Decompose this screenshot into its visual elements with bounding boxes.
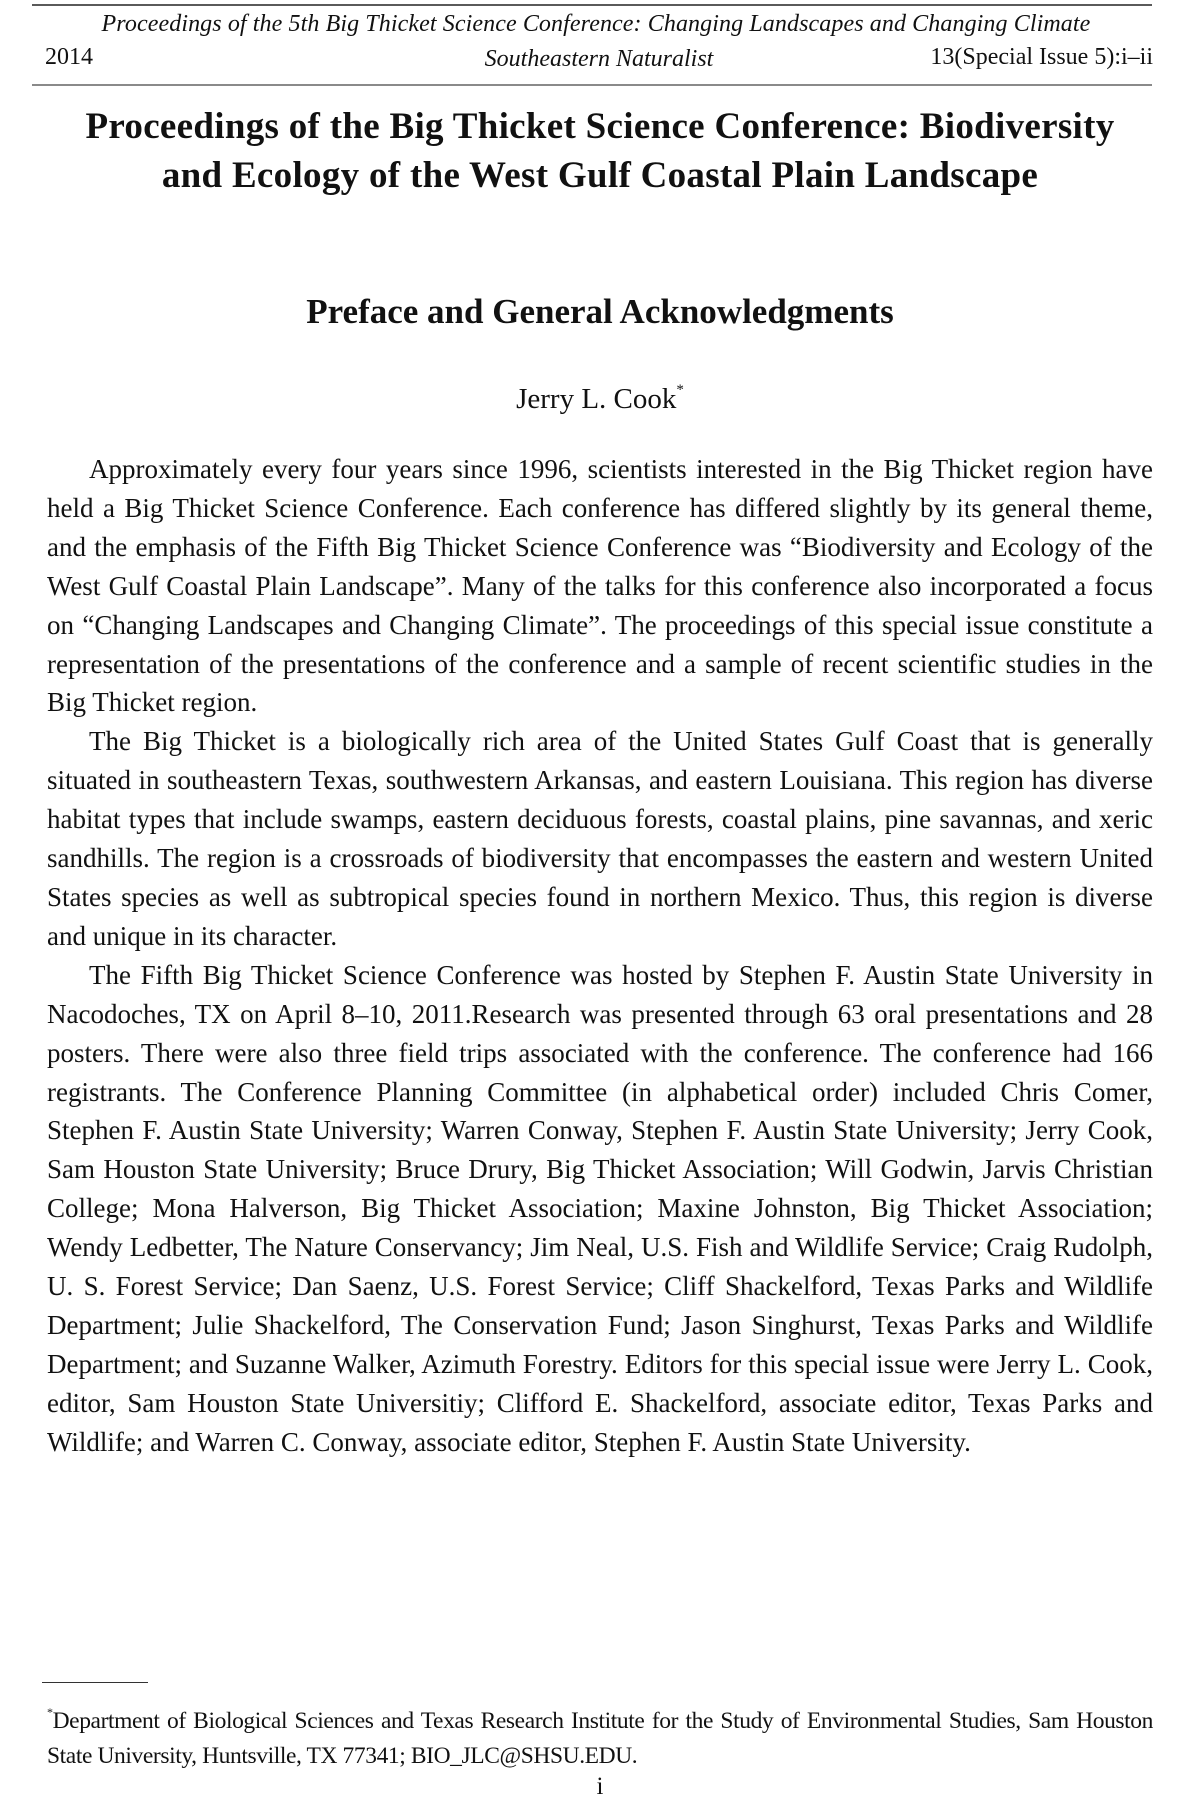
journal-name: Southeastern Naturalist	[484, 46, 714, 72]
paragraph-conference: The Fifth Big Thicket Science Conference was hosted by Stephen F. Austin State University in Nacodoches, TX on April 8–10, 2011.Research was presented through 63 oral presentations and 28 posters. There were also three field trips associated with the conference. The conference had 166 registrants. The Conference Planning Committee (in alphabetical order) included Chris Comer, Stephen F. Austin State University; Warren Conway, Stephen F. Austin State University; Jerry Cook, Sam Houston State University; Bruce Drury, Big Thicket Association; Will Godwin, Jarvis Christian College; Mona Halverson, Big Thicket Association; Maxine Johnston, Big Thicket Association; Wendy Ledbetter, The Nature Conservancy; Jim Neal, U.S. Fish and Wildlife Service; Craig Rudolph, U. S. Forest Service; Dan Saenz, U.S. Forest Service; Cliff Shackelford, Texas Parks and Wildlife Department; Julie Shackelford, The Conservation Fund; Jason Singhurst, Texas Parks and Wildlife Department; and Suzanne Walker, Azimuth Forestry. Editors for this special issue were Jerry L. Cook, editor, Sam Houston State Universitiy; Clifford E. Shackelford, associate editor, Texas Parks and Wildlife; and Warren C. Conway, associate editor, Stephen F. Austin State University.	[47, 959, 1153, 1457]
article-title: Proceedings of the Big Thicket Science Conference: Biodiversity and Ecology of the West Gulf Coastal Plain Landscape	[85, 106, 1115, 196]
footnote-rule	[42, 1682, 148, 1683]
publication-year: 2014	[45, 44, 93, 70]
author-name: Jerry L. Cook	[516, 383, 677, 415]
author-footnote-mark: *	[676, 382, 684, 398]
running-head-conference: Proceedings of the 5th Big Thicket Science Conference: Changing Landscapes and Changing Climate	[101, 11, 1091, 37]
paragraph-intro: Approximately every four years since 1996, scientists interested in the Big Thicket region have held a Big Thicket Science Conference. Each conference has differed slightly by its general theme, and the emphasis of the Fifth Big Thicket Science Conference was “Biodiversity and Ecology of the West Gulf Coastal Plain Landscape”. Many of the talks for this conference also incorporated a focus on “Changing Landscapes and Changing Climate”. The proceedings of this special issue constitute a representation of the presentations of the conference and a sample of recent scientific studies in the Big Thicket region.	[47, 454, 1153, 718]
article-body	[47, 450, 1153, 1462]
footnote	[47, 1695, 1153, 1774]
paragraph-big-thicket: The Big Thicket is a biologically rich area of the United States Gulf Coast that is generally situated in southeastern Texas, southwestern Arkansas, and eastern Louisiana. This region has diverse habitat types that include swamps, eastern deciduous forests, coastal plains, pine savannas, and xeric sandhills. The region is a crossroads of biodiversity that encompasses the eastern and western United States species as well as subtropical species found in northern Mexico. Thus, this region is diverse and unique in its character.	[47, 726, 1153, 951]
article-subtitle: Preface and General Acknowledgments	[306, 292, 894, 331]
running-head-row	[45, 40, 1153, 74]
header-bottom-rule	[32, 84, 1152, 86]
footnote-mark: *	[47, 1705, 53, 1719]
issue-pages: 13(Special Issue 5):i–ii	[930, 44, 1153, 70]
page-number: i	[596, 1773, 604, 1800]
author-line	[60, 370, 1140, 419]
footnote-text: Department of Biological Sciences and Texas Research Institute for the Study of Environmental Studies, Sam Houston State University, Huntsville, TX 77341; BIO_JLC@SHSU.EDU.	[47, 1708, 1153, 1769]
header-top-rule	[32, 4, 1152, 6]
